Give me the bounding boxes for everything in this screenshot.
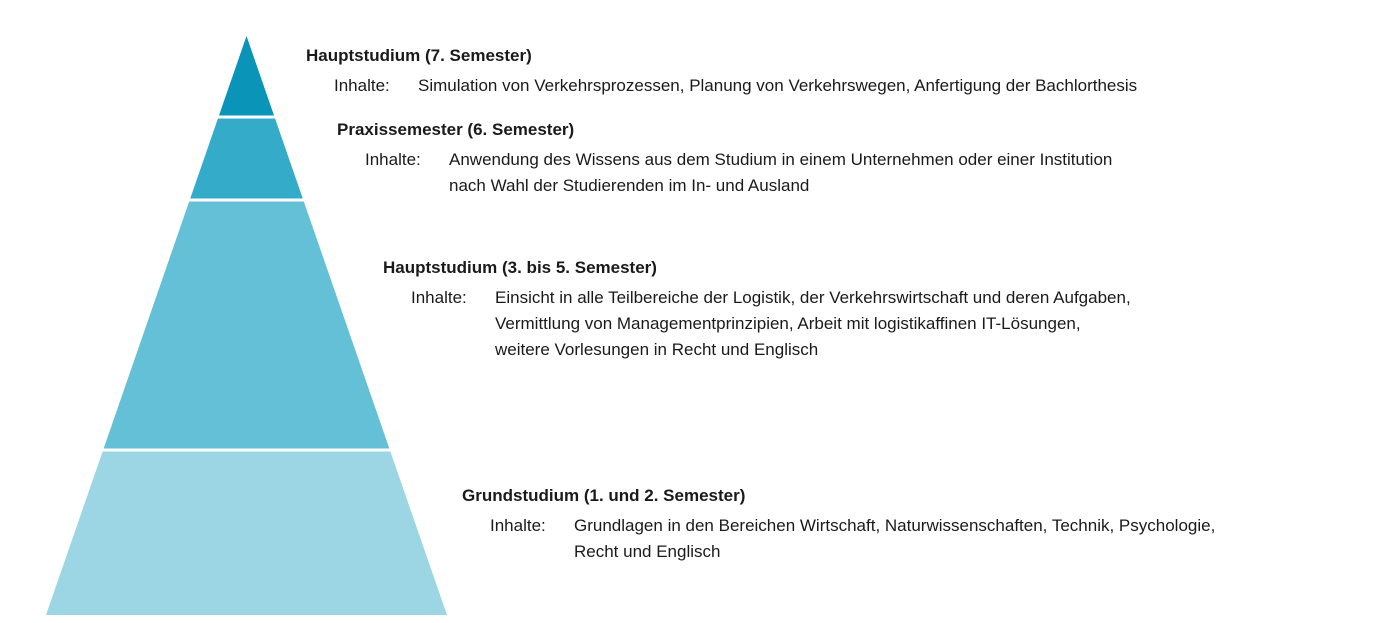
tier-3-content <box>411 285 1131 363</box>
pyramid-tier-3-segment <box>104 202 390 449</box>
tier-3-content-label: Inhalte: <box>411 288 467 307</box>
pyramid-tier-4-segment <box>46 452 447 616</box>
tier-3-heading: Hauptstudium (3. bis 5. Semester) <box>383 258 657 277</box>
tier-3-content-line: weitere Vorlesungen in Recht und Englisch <box>495 340 819 359</box>
tier-1-text-block <box>306 45 1137 99</box>
tier-2-content-line: Anwendung des Wissens aus dem Studium in einem Unternehmen oder einer Institution <box>449 150 1113 169</box>
tier-4-content-label: Inhalte: <box>490 516 546 535</box>
tier-1-content <box>334 73 1137 99</box>
tier-1-heading: Hauptstudium (7. Semester) <box>306 46 532 65</box>
pyramid-tier-2-segment <box>190 119 303 199</box>
tier-4-content-lines <box>574 513 1215 565</box>
tier-2-content-lines <box>449 147 1112 199</box>
tier-1-content-line: Simulation von Verkehrsprozessen, Planung von Verkehrswegen, Anfertigung der Bachlorthesis <box>418 76 1138 95</box>
tier-1-content-lines <box>418 73 1137 99</box>
pyramid-tier-1-segment <box>219 36 274 116</box>
tier-4-content <box>490 513 1215 565</box>
tier-4-content-line: Recht und Englisch <box>574 542 721 561</box>
tier-1-content-label: Inhalte: <box>334 76 390 95</box>
tier-2-heading: Praxissemester (6. Semester) <box>337 120 575 139</box>
tier-4-text-block <box>462 485 1215 565</box>
tier-4-content-line: Grundlagen in den Bereichen Wirtschaft, Naturwissenschaften, Technik, Psychologie, <box>574 516 1216 535</box>
tier-4-heading: Grundstudium (1. und 2. Semester) <box>462 486 746 505</box>
tier-2-text-block <box>337 119 1112 199</box>
tier-3-content-line: Vermittlung von Managementprinzipien, Arbeit mit logistikaffinen IT-Lösungen, <box>495 314 1081 333</box>
tier-3-content-line: Einsicht in alle Teilbereiche der Logistik, der Verkehrswirtschaft und deren Aufgaben, <box>495 288 1131 307</box>
tier-3-content-lines <box>495 285 1131 363</box>
tier-2-content-label: Inhalte: <box>365 150 421 169</box>
tier-2-content <box>365 147 1112 199</box>
tier-2-content-line: nach Wahl der Studierenden im In- und Ausland <box>449 176 810 195</box>
tier-3-text-block <box>383 257 1131 363</box>
